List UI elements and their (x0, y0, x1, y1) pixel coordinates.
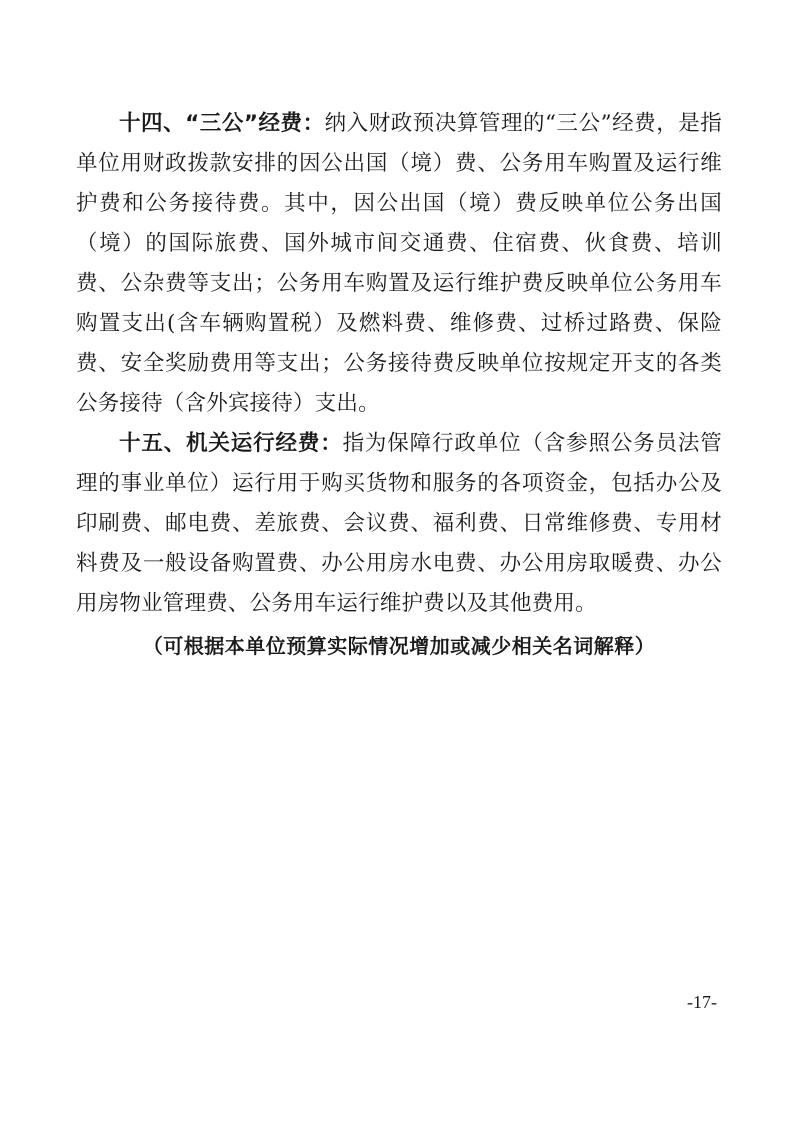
paragraph-agency-operating-expenses (76, 424, 722, 624)
document-body (76, 104, 722, 666)
definition-agency-operating-expenses: 指为保障行政单位（含参照公务员法管理的事业单位）运行用于购买货物和服务的各项资金，包括办公及印刷费、邮电费、差旅费、会议费、福利费、日常维修费、专用材料费及一般设备购置费、办公用房水电费、办公用房取暖费、办公用房物业管理费、公务用车运行维护费以及其他费用。 (76, 431, 722, 616)
definition-three-public-expenses: 纳入财政预决算管理的“三公”经费，是指单位用财政拨款安排的因公出国（境）费、公务用车购置及运行维护费和公务接待费。其中，因公出国（境）费反映单位公务出国（境）的国际旅费、国外城市间交通费、住宿费、伙食费、培训费、公杂费等支出；公务用车购置及运行维护费反映单位公务用车购置支出(含车辆购置税）及燃料费、维修费、过桥过路费、保险费、安全奖励费用等支出；公务接待费反映单位按规定开支的各类公务接待（含外宾接待）支出。 (76, 111, 722, 416)
paragraph-three-public-expenses (76, 104, 722, 424)
page-number: -17- (687, 992, 717, 1012)
editorial-note: （可根据本单位预算实际情况增加或减少相关名词解释） (142, 634, 656, 658)
term-agency-operating-expenses: 十五、机关运行经费： (119, 431, 343, 456)
term-three-public-expenses: 十四、“三公”经费： (119, 111, 325, 136)
